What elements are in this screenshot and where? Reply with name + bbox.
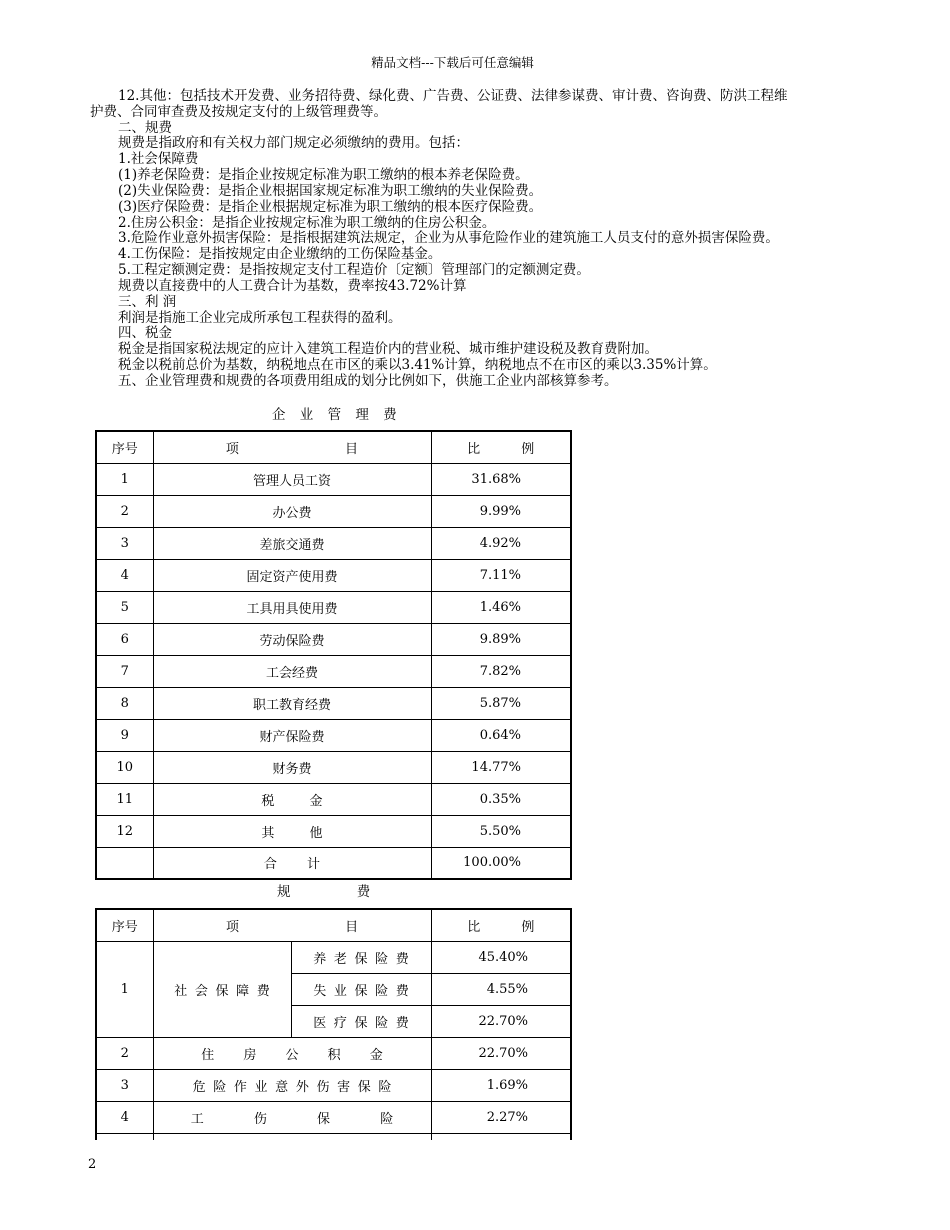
row-number: 3 (96, 1069, 153, 1101)
table-row (96, 623, 571, 655)
row-item: 危 险 作 业 意 外 伤 害 保 险 (153, 1069, 431, 1101)
row-item: 财产保险费 (153, 719, 431, 751)
row-item: 住 房 公 积 金 (153, 1037, 431, 1069)
table-row (96, 463, 571, 495)
row-ratio: 14.77% (431, 751, 571, 783)
row-number: 2 (96, 495, 153, 527)
row-item: 劳动保险费 (153, 623, 431, 655)
text-line: 规费以直接费中的人工费合计为基数，费率按43.72%计算 (118, 277, 467, 294)
header-ratio: 比 例 (431, 909, 571, 941)
total-ratio: 100.00% (431, 847, 571, 879)
row-item: 税 金 (153, 783, 431, 815)
table-header-row (96, 909, 571, 941)
row-number: 4 (96, 559, 153, 591)
row-ratio: 31.68% (431, 463, 571, 495)
row-item: 管理人员工资 (153, 463, 431, 495)
row-number: 12 (96, 815, 153, 847)
row-ratio: 22.70% (431, 1005, 571, 1037)
row-ratio: 0.35% (431, 783, 571, 815)
table-row (96, 1101, 571, 1133)
text-line: 5.工程定额测定费：是指按规定支付工程造价〔定额〕管理部门的定额测定费。 (118, 262, 590, 279)
header-item: 项 目 (153, 909, 431, 941)
table-title: 企 业 管 理 费 (272, 407, 397, 423)
text-line: 3.危险作业意外损害保险：是指根据建筑法规定，企业为从事危险作业的建筑施工人员支付的意外损害保险费。 (118, 230, 779, 247)
header-no: 序号 (96, 431, 153, 463)
row-item: 财务费 (153, 751, 431, 783)
row-number: 11 (96, 783, 153, 815)
row-subitem: 失 业 保 险 费 (291, 973, 431, 1005)
row-subitem: 养 老 保 险 费 (291, 941, 431, 973)
row-ratio: 7.82% (431, 655, 571, 687)
row-ratio: 7.11% (431, 559, 571, 591)
text-line: 护费、合同审查费及按规定支付的上级管理费等。 (90, 103, 387, 120)
row-number: 8 (96, 687, 153, 719)
table-header-row (96, 431, 571, 463)
table-row (96, 783, 571, 815)
row-ratio: 1.69% (431, 1069, 571, 1101)
row-ratio: 22.70% (431, 1037, 571, 1069)
table-row (96, 751, 571, 783)
text-line: 2.住房公积金：是指企业按规定标准为职工缴纳的住房公积金。 (118, 214, 496, 231)
row-number: 9 (96, 719, 153, 751)
empty-cell (431, 1133, 571, 1140)
header-item: 项 目 (153, 431, 431, 463)
row-number: 6 (96, 623, 153, 655)
total-label: 合 计 (153, 847, 431, 879)
section-heading: 四、税金 (118, 325, 172, 342)
row-ratio: 4.55% (431, 973, 571, 1005)
table-row (96, 941, 571, 973)
row-ratio: 4.92% (431, 527, 571, 559)
row-ratio: 5.87% (431, 687, 571, 719)
body-text (90, 89, 787, 390)
mgmt-fee-table (95, 430, 572, 880)
text-line: 12.其他：包括技术开发费、业务招待费、绿化费、广告费、公证费、法律参谋费、审计费、咨询费、防洪工程维 (118, 88, 788, 104)
row-ratio: 9.99% (431, 495, 571, 527)
section-heading: 二、规费 (118, 119, 172, 136)
empty-cell (96, 1133, 153, 1140)
row-number: 1 (96, 941, 153, 1037)
page-header: 精品文档---下载后可任意编辑 (371, 55, 534, 70)
row-ratio: 0.64% (431, 719, 571, 751)
row-subitem: 医 疗 保 险 费 (291, 1005, 431, 1037)
text-line: 税金是指国家税法规定的应计入建筑工程造价内的营业税、城市维护建设税及教育费附加。 (118, 341, 658, 358)
table-row (96, 719, 571, 751)
text-line: 规费是指政府和有关权力部门规定必须缴纳的费用。包括： (118, 135, 469, 152)
row-number: 1 (96, 463, 153, 495)
row-item: 职工教育经费 (153, 687, 431, 719)
row-item: 固定资产使用费 (153, 559, 431, 591)
text-line: 4.工伤保险：是指按规定由企业缴纳的工伤保险基金。 (118, 246, 442, 263)
table-row (96, 1069, 571, 1101)
fees-table (95, 908, 572, 1140)
text-line: (2)失业保险费：是指企业根据国家规定标准为职工缴纳的失业保险费。 (118, 182, 543, 199)
text-line: (3)医疗保险费：是指企业根据规定标准为职工缴纳的根本医疗保险费。 (118, 198, 543, 215)
row-item: 其 他 (153, 815, 431, 847)
table-title: 规 费 (277, 884, 371, 900)
table-row (96, 591, 571, 623)
page-number: 2 (88, 1157, 97, 1172)
table-row (96, 1037, 571, 1069)
text-line: (1)养老保险费：是指企业按规定标准为职工缴纳的根本养老保险费。 (118, 167, 529, 184)
table-row (96, 527, 571, 559)
row-ratio: 1.46% (431, 591, 571, 623)
table-row (96, 559, 571, 591)
header-ratio: 比 例 (431, 431, 571, 463)
section-heading: 三、利 润 (118, 293, 177, 310)
row-item: 工 伤 保 险 (153, 1101, 431, 1133)
row-number: 7 (96, 655, 153, 687)
row-ratio: 2.27% (431, 1101, 571, 1133)
header-no: 序号 (96, 909, 153, 941)
table-row (96, 687, 571, 719)
row-item-group: 社 会 保 障 费 (153, 941, 291, 1037)
row-number: 4 (96, 1101, 153, 1133)
text-line: 税金以税前总价为基数，纳税地点在市区的乘以3.41%计算，纳税地点不在市区的乘以3.35%计算。 (118, 357, 717, 374)
row-item: 工具用具使用费 (153, 591, 431, 623)
table-row (96, 655, 571, 687)
row-number: 10 (96, 751, 153, 783)
table-row (96, 815, 571, 847)
row-number: 5 (96, 591, 153, 623)
row-number: 2 (96, 1037, 153, 1069)
text-line: 利润是指施工企业完成所承包工程获得的盈利。 (118, 309, 402, 326)
text-line: 1.社会保障费 (118, 151, 199, 168)
table-total-row (96, 847, 571, 879)
empty-cell (153, 1133, 431, 1140)
row-item: 工会经费 (153, 655, 431, 687)
row-item: 差旅交通费 (153, 527, 431, 559)
table-row (96, 495, 571, 527)
table-continuation (96, 1133, 571, 1140)
section-heading: 五、企业管理费和规费的各项费用组成的划分比例如下，供施工企业内部核算参考。 (118, 372, 618, 389)
row-item: 办公费 (153, 495, 431, 527)
row-ratio: 5.50% (431, 815, 571, 847)
row-number (96, 847, 153, 879)
row-number: 3 (96, 527, 153, 559)
row-ratio: 45.40% (431, 941, 571, 973)
row-ratio: 9.89% (431, 623, 571, 655)
